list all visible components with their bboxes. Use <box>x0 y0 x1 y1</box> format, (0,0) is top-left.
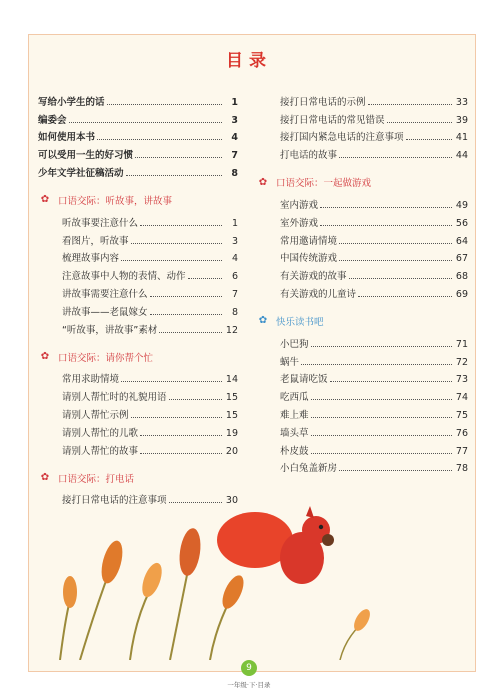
page-title: 目录 <box>226 51 272 71</box>
toc-entry[interactable]: 讲故事需要注意什么 7 <box>62 288 238 300</box>
toc-entry[interactable]: 室外游戏 56 <box>280 217 468 229</box>
flower-icon: ✿ <box>40 351 50 363</box>
flower-icon: ✿ <box>258 176 268 188</box>
squirrel-illustration <box>40 500 470 660</box>
toc-entry[interactable]: 看图片，听故事 3 <box>62 235 238 247</box>
page-footer: 一年级·下·目录 <box>227 681 271 689</box>
toc-entry[interactable]: 请别人帮忙的故事 20 <box>62 445 238 457</box>
section-heading[interactable]: ✿ 口语交际：一起做游戏 <box>256 171 468 193</box>
toc-entry[interactable]: “听故事，讲故事”素材 12 <box>62 324 238 336</box>
toc-entry[interactable]: 有关游戏的故事 68 <box>280 271 468 283</box>
toc-entry[interactable]: 如何使用本书 4 <box>38 132 238 144</box>
flower-icon: ✿ <box>258 315 268 327</box>
toc-entry[interactable]: 室内游戏 49 <box>280 199 468 211</box>
page-number-badge: 9 <box>241 660 257 676</box>
toc-entry[interactable]: 常用邀请情境 64 <box>280 235 468 247</box>
toc-entry[interactable]: 老鼠请吃饭 73 <box>280 374 468 386</box>
toc-entry[interactable]: 接打日常电话的注意事项 30 <box>62 495 238 507</box>
toc-entry[interactable]: 蜗牛 72 <box>280 356 468 368</box>
section-heading[interactable]: ✿ 口语交际：请你帮个忙 <box>38 346 238 368</box>
section-heading[interactable]: ✿ 口语交际：听故事，讲故事 <box>38 189 238 211</box>
toc-entry[interactable]: 难上难 75 <box>280 409 468 421</box>
toc-entry[interactable]: 写给小学生的话 1 <box>38 96 238 108</box>
toc-entry[interactable]: 请别人帮忙时的礼貌用语 15 <box>62 392 238 404</box>
toc-entry[interactable]: 请别人帮忙的儿歌 19 <box>62 427 238 439</box>
toc-entry[interactable]: 接打日常电话的常见错误 39 <box>280 114 468 126</box>
flower-icon: ✿ <box>40 194 50 206</box>
toc-entry[interactable]: 打电话的故事 44 <box>280 150 468 162</box>
toc-entry[interactable]: 可以受用一生的好习惯 7 <box>38 150 238 162</box>
toc-entry[interactable]: 朴皮鼓 77 <box>280 445 468 457</box>
toc-entry[interactable]: 听故事要注意什么 1 <box>62 217 238 229</box>
toc-entry[interactable]: 接打国内紧急电话的注意事项 41 <box>280 132 468 144</box>
flower-icon: ✿ <box>40 472 50 484</box>
toc-entry[interactable]: 常用求助情境 14 <box>62 374 238 386</box>
section-heading[interactable]: ✿ 口语交际：打电话 <box>38 467 238 489</box>
toc-right-column <box>256 90 468 474</box>
toc-entry[interactable]: 中国传统游戏 67 <box>280 253 468 265</box>
toc-entry[interactable]: 接打日常电话的示例 33 <box>280 96 468 108</box>
toc-entry[interactable]: 墙头草 76 <box>280 427 468 439</box>
section-heading[interactable]: ✿ 快乐读书吧 <box>256 310 468 332</box>
toc-entry[interactable]: 请别人帮忙示例 15 <box>62 409 238 421</box>
toc-left-column <box>38 90 238 506</box>
toc-entry[interactable]: 小白兔盖新房 78 <box>280 463 468 475</box>
squirrel <box>217 506 334 584</box>
toc-entry[interactable]: 编委会 3 <box>38 114 238 126</box>
toc-entry[interactable]: 少年文学社征稿活动 8 <box>38 167 238 179</box>
toc-entry[interactable]: 吃西瓜 74 <box>280 392 468 404</box>
toc-entry[interactable]: 讲故事——老鼠嫁女 8 <box>62 306 238 318</box>
toc-entry[interactable]: 有关游戏的儿童诗 69 <box>280 288 468 300</box>
toc-entry[interactable]: 注意故事中人物的表情、动作 6 <box>62 271 238 283</box>
toc-entry[interactable]: 小巴狗 71 <box>280 338 468 350</box>
wheat-stalks <box>60 527 373 660</box>
toc-entry[interactable]: 梳理故事内容 4 <box>62 253 238 265</box>
